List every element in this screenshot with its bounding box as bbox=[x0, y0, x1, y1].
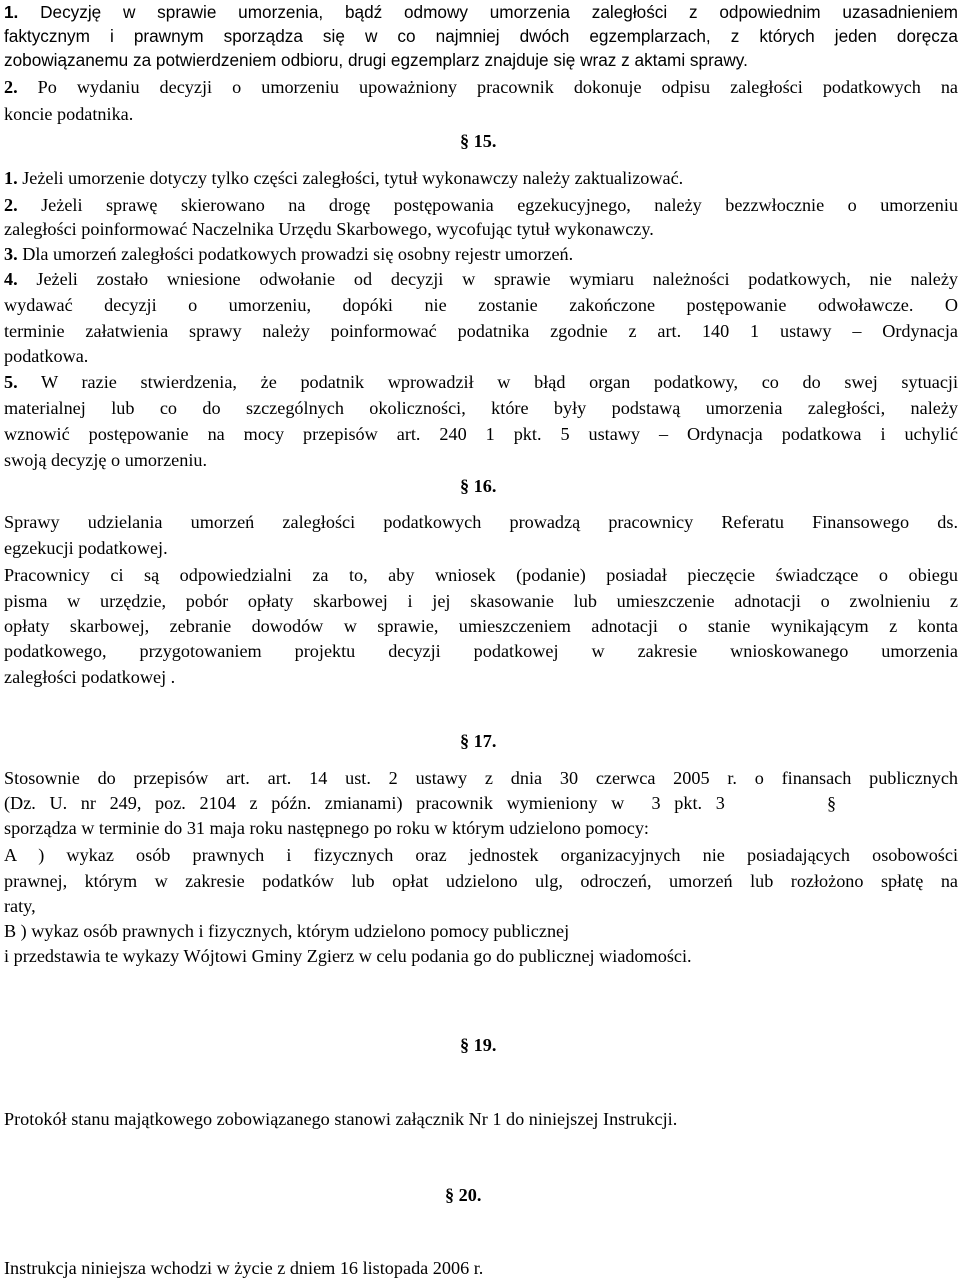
text-line: 1. Decyzję w sprawie umorzenia, bądź odmowy umorzenia zaległości z odpowiednim uzasadnieniem bbox=[4, 2, 958, 22]
text-line: wydawać decyzji o umorzeniu, dopóki nie zostanie zakończone postępowanie odwoławcze. O bbox=[4, 295, 958, 315]
section-heading: § 17. bbox=[460, 731, 497, 751]
text-line: 2. Jeżeli sprawę skierowano na drogę postępowania egzekucyjnego, należy bezzwłocznie o umorzeniu bbox=[4, 195, 958, 215]
text-line: swoją decyzję o umorzeniu. bbox=[4, 450, 208, 470]
text-line: opłaty skarbowej, zebranie dowodów w sprawie, umieszczeniem adnotacji o stanie wynikającym z konta bbox=[4, 616, 958, 636]
text-line: zobowiązanemu za potwierdzeniem odbioru, drugi egzemplarz znajduje się wraz z aktami sprawy. bbox=[4, 50, 748, 70]
section-heading: § 16. bbox=[460, 476, 497, 496]
text-line: wznowić postępowanie na mocy przepisów art. 240 1 pkt. 5 ustawy – Ordynacja podatkowa i uchylić bbox=[4, 424, 958, 444]
text-line: Instrukcja niniejsza wchodzi w życie z dniem 16 listopada 2006 r. bbox=[4, 1258, 484, 1278]
text-line: Stosownie do przepisów art. art. 14 ust. 2 ustawy z dnia 30 czerwca 2005 r. o finansach publicznych bbox=[4, 768, 958, 788]
section-heading: § 15. bbox=[460, 131, 497, 151]
text-line: A ) wykaz osób prawnych i fizycznych oraz jednostek organizacyjnych nie posiadających osobowości bbox=[4, 845, 958, 865]
text-line: zaległości podatkowej . bbox=[4, 667, 176, 687]
text-line: raty, bbox=[4, 896, 36, 916]
text-line: egzekucji podatkowej. bbox=[4, 538, 168, 558]
text-line: zaległości poinformować Naczelnika Urzędu Skarbowego, wycofując tytuł wykonawczy. bbox=[4, 219, 654, 239]
text-line: Protokół stanu majątkowego zobowiązanego stanowi załącznik Nr 1 do niniejszej Instrukcji. bbox=[4, 1109, 678, 1129]
text-line: Sprawy udzielania umorzeń zaległości podatkowych prowadzą pracownicy Referatu Finansowego ds. bbox=[4, 512, 958, 532]
text-line: 1. Jeżeli umorzenie dotyczy tylko części zaległości, tytuł wykonawczy należy zaktualizować. bbox=[4, 168, 684, 188]
text-line: 4. Jeżeli zostało wniesione odwołanie od decyzji w sprawie wymiaru należności podatkowych, nie należy bbox=[4, 269, 958, 289]
text-line: sporządza w terminie do 31 maja roku następnego po roku w którym udzielono pomocy: bbox=[4, 818, 649, 838]
section-sign-icon: § bbox=[445, 1185, 455, 1205]
section-sign-icon: § bbox=[460, 731, 470, 751]
section-heading: § 20. bbox=[445, 1185, 482, 1205]
text-line: pisma w urzędzie, pobór opłaty skarbowej i jej skasowanie lub umieszczenie adnotacji o zwolnieniu z bbox=[4, 591, 958, 611]
section-sign-icon: § bbox=[460, 1035, 470, 1055]
section-sign-icon: § bbox=[827, 793, 837, 813]
text-line: B ) wykaz osób prawnych i fizycznych, którym udzielono pomocy publicznej bbox=[4, 921, 570, 941]
text-line: Pracownicy ci są odpowiedzialni za to, aby wniosek (podanie) posiadał pieczęcie świadczące o obiegu bbox=[4, 565, 958, 585]
text-line: 3. Dla umorzeń zaległości podatkowych prowadzi się osobny rejestr umorzeń. bbox=[4, 244, 574, 264]
section-sign-icon: § bbox=[460, 476, 470, 496]
text-line: faktycznym i prawnym sporządza się w co najmniej dwóch egzemplarzach, z których jeden doręcza bbox=[4, 26, 958, 46]
text-line: i przedstawia te wykazy Wójtowi Gminy Zgierz w celu podania go do publicznej wiadomości. bbox=[4, 946, 692, 966]
text-line: 2. Po wydaniu decyzji o umorzeniu upoważniony pracownik dokonuje odpisu zaległości podatkowych na bbox=[4, 77, 958, 97]
text-line: koncie podatnika. bbox=[4, 104, 134, 124]
text-line: (Dz. U. nr 249, poz. 2104 z późn. zmianami) pracownik wymieniony w 3 pkt. 3 bbox=[4, 793, 725, 813]
text-line: podatkowa. bbox=[4, 346, 89, 366]
text-line: 5. W razie stwierdzenia, że podatnik wprowadził w błąd organ podatkowy, co do swej sytuacji bbox=[4, 372, 958, 392]
section-sign-icon: § bbox=[460, 131, 470, 151]
text-line: materialnej lub co do szczególnych okoliczności, które były podstawą umorzenia zaległości, należy bbox=[4, 398, 958, 418]
text-line: terminie załatwienia sprawy należy poinformować podatnika zgodnie z art. 140 1 ustawy – Ordynacja bbox=[4, 321, 958, 341]
text-line: prawnej, którym w zakresie podatków lub opłat udzielono ulg, odroczeń, umorzeń lub rozłożono spłatę na bbox=[4, 871, 958, 891]
section-heading: § 19. bbox=[460, 1035, 497, 1055]
text-line: podatkowego, przygotowaniem projektu decyzji podatkowej w zakresie wnioskowanego umorzenia bbox=[4, 641, 958, 661]
